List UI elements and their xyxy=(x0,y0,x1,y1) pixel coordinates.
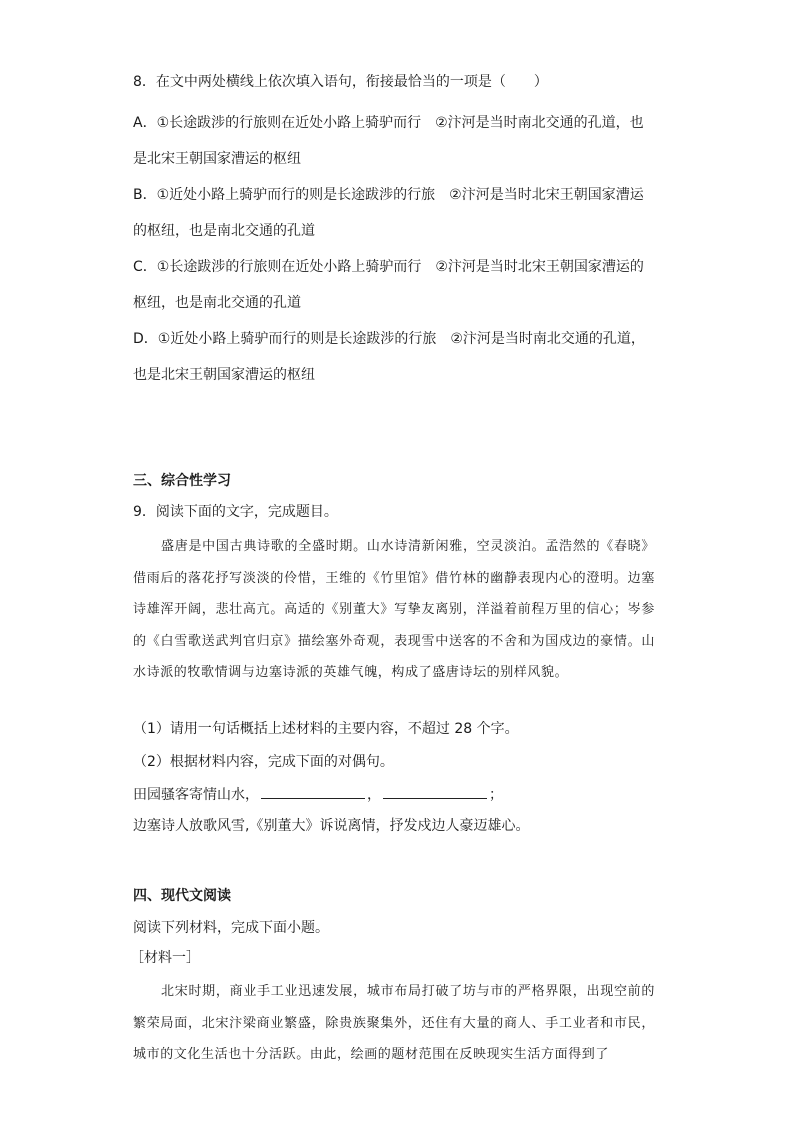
section-4-intro: 阅读下列材料，完成下面小题。 xyxy=(133,920,329,936)
section-3-heading: 三、综合性学习 xyxy=(133,473,231,489)
couplet-line-2: 边塞诗人放歌风雪,《别董大》诉说离情，抒发戍边人豪迈雄心。 xyxy=(133,818,530,834)
q8-option-b-line1: B．①近处小路上骑驴而行的则是长途跋涉的行旅 ②汴河是当时北宋王朝国家漕运 xyxy=(133,187,644,203)
q9-sub2: （2）根据材料内容，完成下面的对偶句。 xyxy=(133,754,394,770)
answer-blank-2[interactable] xyxy=(383,784,487,799)
q8-option-c-line2: 枢纽，也是南北交通的孔道 xyxy=(133,295,301,311)
material-1-label: ［材料一］ xyxy=(130,950,200,966)
couplet-line-1 xyxy=(133,784,503,805)
couplet-separator: ， xyxy=(367,787,381,803)
q9-stem: 9．阅读下面的文字，完成题目。 xyxy=(133,504,338,520)
q8-option-d-line1: D．①近处小路上骑驴而行的则是长途跋涉的行旅 ②汴河是当时南北交通的孔道， xyxy=(133,331,645,347)
answer-blank-1[interactable] xyxy=(261,784,365,799)
q8-stem: 8．在文中两处横线上依次填入语句，衔接最恰当的一项是（ ） xyxy=(133,74,548,90)
section-4-heading: 四、现代文阅读 xyxy=(133,888,231,904)
q8-option-a-line2: 是北宋王朝国家漕运的枢纽 xyxy=(133,151,301,167)
q8-option-a-line1: A．①长途跋涉的行旅则在近处小路上骑驴而行 ②汴河是当时南北交通的孔道，也 xyxy=(133,115,644,131)
q8-option-b-line2: 的枢纽，也是南北交通的孔道 xyxy=(133,223,315,239)
q9-passage: 盛唐是中国古典诗歌的全盛时期。山水诗清新闲雅，空灵淡泊。孟浩然的《春晓》借雨后的落花抒写淡淡的伶惜，王维的《竹里馆》借竹林的幽静表现内心的澄明。边塞诗雄浑开阔，悲壮高亢。高适的《别董大》写挚友离别，洋溢着前程万里的信心；岑参的《白雪歌送武判官归京》描绘塞外奇观，表现雪中送客的不舍和为国戍边的豪情。山水诗派的牧歌情调与边塞诗派的英雄气魄，构成了盛唐诗坛的别样风貌。 xyxy=(133,539,655,680)
couplet-end: ； xyxy=(489,787,503,803)
q8-option-d-line2: 也是北宋王朝国家漕运的枢纽 xyxy=(133,367,315,383)
couplet-prefix: 田园骚客寄情山水， xyxy=(133,787,259,803)
q9-sub1: （1）请用一句话概括上述材料的主要内容，不超过 28 个字。 xyxy=(133,721,519,737)
material-1-passage: 北宋时期，商业手工业迅速发展，城市布局打破了坊与市的严格界限，出现空前的繁荣局面，北宋汴梁商业繁盛，除贵族聚集外，还住有大量的商人、手工业者和市民，城市的文化生活也十分活跃。由此，绘画的题材范围在反映现实生活方面得到了 xyxy=(133,984,655,1062)
q8-option-c-line1: C．①长途跋涉的行旅则在近处小路上骑驴而行 ②汴河是当时北宋王朝国家漕运的 xyxy=(133,259,644,275)
